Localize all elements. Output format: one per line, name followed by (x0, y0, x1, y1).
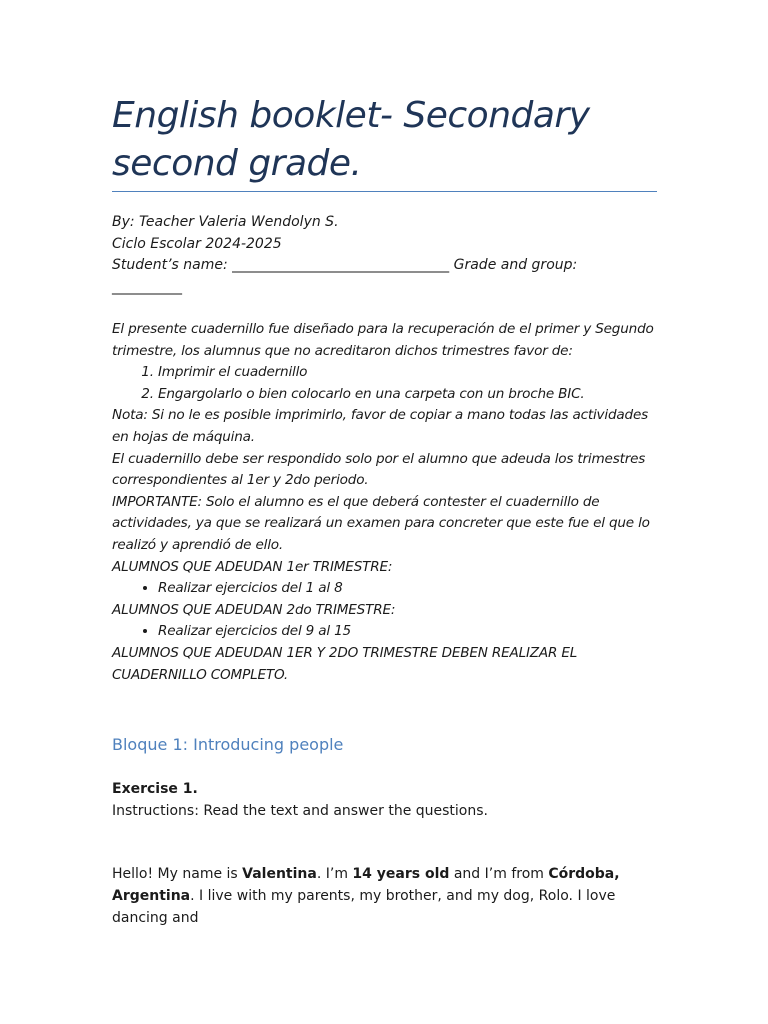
step-item: 2. Engargolarlo o bien colocarlo en una carpeta con un broche BIC. (158, 384, 660, 406)
reading-text-part: and I’m from (449, 866, 549, 882)
school-year-line: Ciclo Escolar 2024-2025 (112, 235, 282, 252)
reading-age: 14 years old (352, 866, 450, 882)
reading-place: Córdoba, Argentina (112, 866, 620, 904)
group2-item: • Realizar ejercicios del 9 al 15 (158, 621, 660, 643)
student-name-line: Student’s name: _______________________________ Grade and group: (112, 257, 578, 273)
reading-text-part: . I live with my parents, my brother, and my dog, Rolo. I love dancing and (112, 888, 616, 926)
student-name-line-continued: __________ (112, 278, 182, 295)
group2-heading: ALUMNOS QUE ADEUDAN 2do TRIMESTRE: (112, 601, 396, 618)
reading-paragraph (112, 863, 662, 929)
note-paragraph: Nota: Si no le es posible imprimirlo, favor de copiar a mano todas las actividades en hojas de máquina. (112, 407, 649, 445)
instructions-notes (112, 319, 660, 686)
reading-name: Valentina (242, 866, 317, 882)
group1-item: • Realizar ejercicios del 1 al 8 (158, 578, 660, 600)
group2-list (112, 621, 660, 643)
group1-heading: ALUMNOS QUE ADEUDAN 1er TRIMESTRE: (112, 558, 393, 575)
block-heading: Bloque 1: Introducing people (112, 735, 344, 754)
intro-paragraph: El presente cuadernillo fue diseñado para la recuperación de el primer y Segundo trimestre, los alumnus que no acreditaron dichos trimestres favor de: (112, 321, 654, 359)
document-meta (112, 212, 657, 298)
group1-list (112, 578, 660, 600)
exercise-title: Exercise 1. (112, 781, 198, 797)
reading-text-part: Hello! My name is (112, 866, 243, 882)
title-divider (112, 191, 657, 192)
exercise-instructions: Instructions: Read the text and answer the questions. (112, 803, 488, 819)
both-trimesters-paragraph: ALUMNOS QUE ADEUDAN 1ER Y 2DO TRIMESTRE DEBEN REALIZAR EL CUADERNILLO COMPLETO. (112, 644, 578, 683)
reading-text (112, 863, 662, 929)
reading-text-part: . I’m (316, 866, 353, 882)
author-line: By: Teacher Valeria Wendolyn S. (112, 214, 339, 230)
step-item: 1. Imprimir el cuadernillo (158, 362, 660, 384)
important-paragraph: IMPORTANTE: Solo el alumno es el que deberá contester el cuadernillo de actividades, ya que se realizará un examen para concreter que este fue el que lo realizó y aprendió de ello. (112, 493, 650, 553)
steps-list (112, 362, 660, 405)
document-title: English booklet- Secondary second grade. (112, 95, 590, 184)
responder-paragraph: El cuadernillo debe ser respondido solo por el alumno que adeuda los trimestres correspondientes al 1er y 2do periodo. (112, 450, 646, 489)
